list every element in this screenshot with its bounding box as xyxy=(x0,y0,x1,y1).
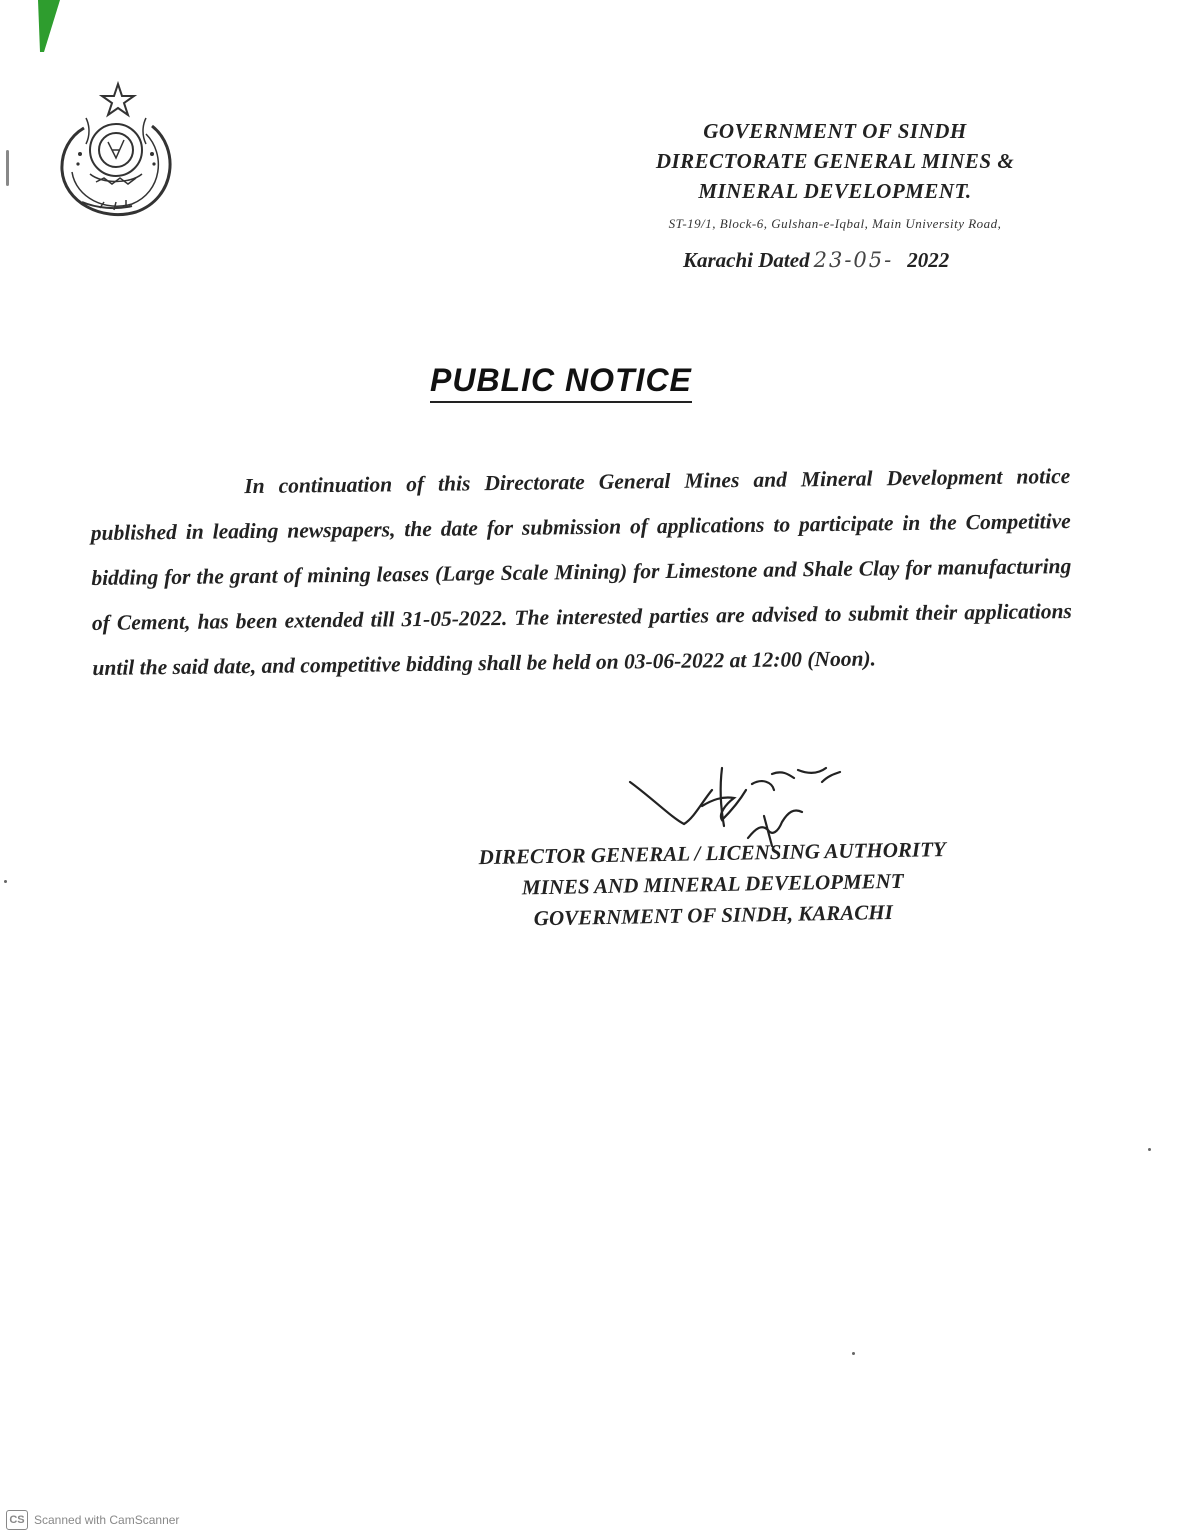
scan-speck xyxy=(1148,1148,1151,1151)
scan-speck xyxy=(852,1352,855,1355)
letterhead-directorate: DIRECTORATE GENERAL MINES & xyxy=(655,149,1015,173)
scanner-text: Scanned with CamScanner xyxy=(34,1513,180,1527)
camscanner-logo-icon: CS xyxy=(6,1510,28,1530)
scan-speck xyxy=(4,880,7,883)
page-title: PUBLIC NOTICE xyxy=(430,362,692,403)
letterhead xyxy=(600,116,1070,234)
letterhead-government: GOVERNMENT OF SINDH xyxy=(703,119,967,143)
sindh-government-emblem-icon xyxy=(56,78,180,224)
scanner-watermark xyxy=(6,1510,179,1530)
green-corner-mark-icon xyxy=(38,0,60,52)
letterhead-address: ST-19/1, Block-6, Gulshan-e-Iqbal, Main University Road, xyxy=(668,216,1002,231)
scan-edge-speck xyxy=(6,150,9,186)
handwritten-date: 23-05- xyxy=(813,248,894,272)
date-line xyxy=(683,248,949,273)
signatory-department: MINES AND MINERAL DEVELOPMENT xyxy=(521,868,904,900)
signatory-government: GOVERNMENT OF SINDH, KARACHI xyxy=(533,899,893,931)
notice-body: In continuation of this Directorate General Mines and Mineral Development notice published in leading newspapers, the date for submission of applications to participate in the Competitive bidding for the grant of mining leases (Large Scale Mining) for Limestone and Shale Clay for manufacturing of Cement, has been extended till 31-05-2022. The interested parties are advised to submit their applications until the said date, and competitive bidding shall be held on 03-06-2022 at 12:00 (Noon). xyxy=(90,464,1072,680)
dated-year: 2022 xyxy=(907,248,950,272)
letterhead-mineral-development: MINERAL DEVELOPMENT. xyxy=(698,179,972,203)
signatory-block xyxy=(432,833,994,936)
dated-label: Karachi Dated xyxy=(683,248,810,272)
signatory-designation: DIRECTOR GENERAL / LICENSING AUTHORITY xyxy=(478,837,946,870)
